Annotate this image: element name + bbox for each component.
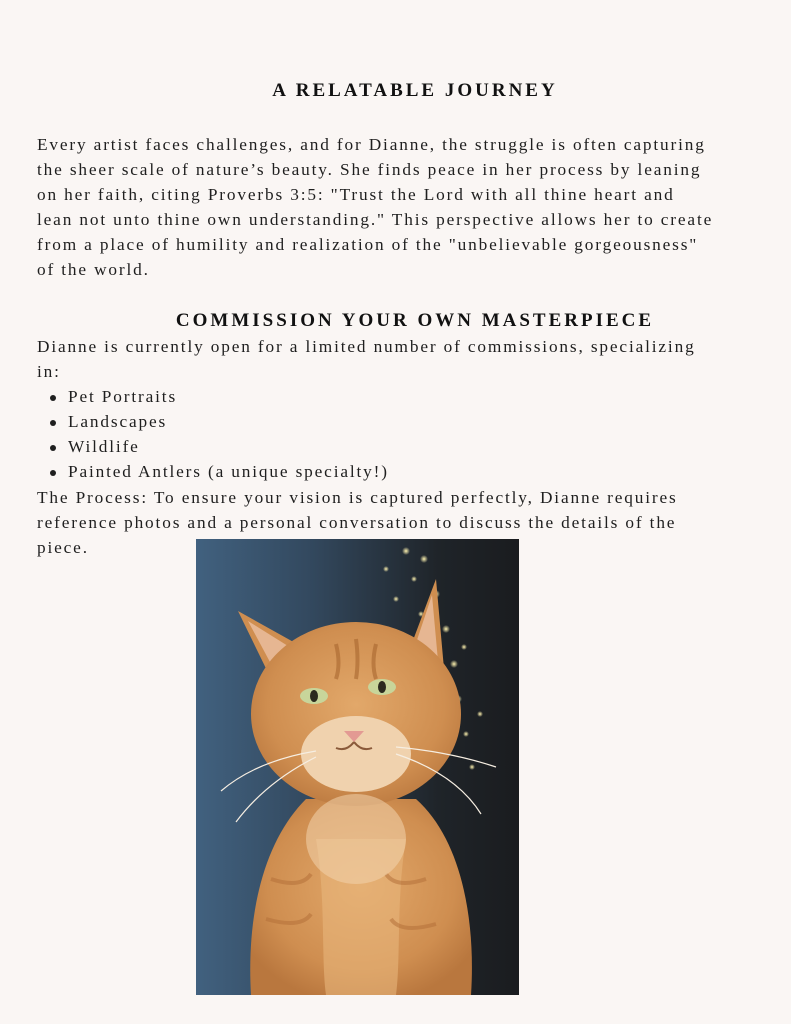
section-heading-commission: COMMISSION YOUR OWN MASTERPIECE [175, 310, 655, 331]
specialties-list [37, 384, 389, 484]
process-paragraph: The Process: To ensure your vision is captured perfectly, Dianne requires reference photos and a personal conversation to discuss the details of the piece. [37, 488, 678, 557]
commission-intro: Dianne is currently open for a limited number of commissions, specializing in: [37, 337, 696, 381]
list-item: Landscapes [37, 409, 389, 434]
section-heading-journey: A RELATABLE JOURNEY [272, 80, 558, 101]
list-item: Pet Portraits [37, 384, 389, 409]
cat-photo [196, 539, 519, 995]
journey-paragraph: Every artist faces challenges, and for Dianne, the struggle is often capturing the sheer scale of nature’s beauty. She finds peace in her process by leaning on her faith, citing Proverbs 3:5: "Trust the Lord with all thine heart and lean not unto thine own understanding." This perspective allows her to create from a place of humility and realization of the "unbelievable gorgeousness" of the world. [37, 135, 714, 279]
list-item: Wildlife [37, 434, 389, 459]
cat-illustration [196, 539, 519, 995]
list-item: Painted Antlers (a unique specialty!) [37, 459, 389, 484]
